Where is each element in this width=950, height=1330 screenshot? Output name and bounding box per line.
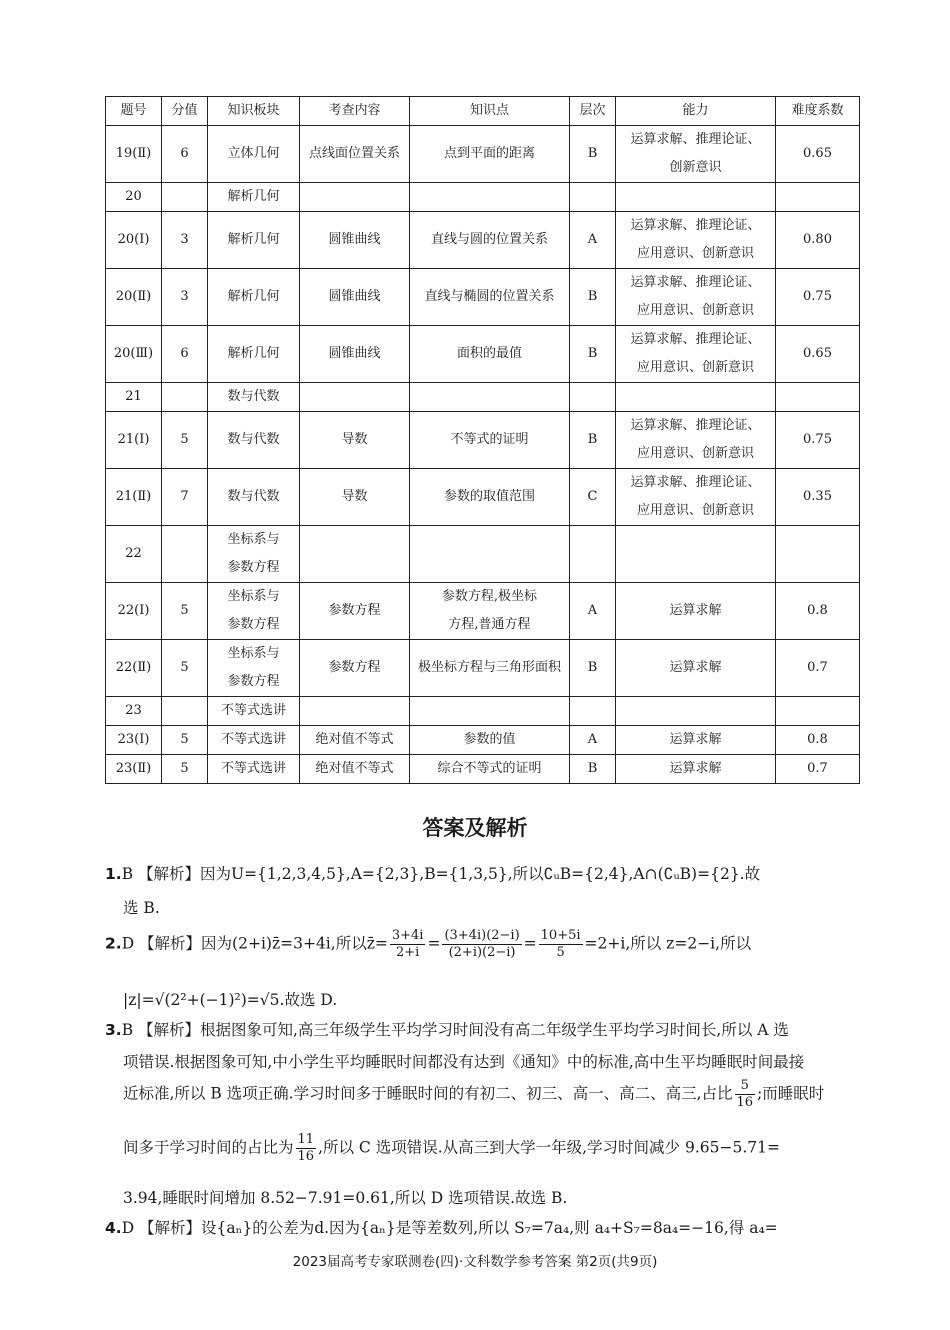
table-cell-level: B	[570, 755, 616, 784]
table-cell-diff: 0.65	[776, 326, 860, 383]
cell-line: 坐标系与	[227, 532, 280, 547]
table-row	[106, 583, 860, 640]
cell-line: 不等式选讲	[220, 732, 286, 747]
table-cell-point	[410, 755, 570, 784]
table-cell-point	[410, 326, 570, 383]
table-cell-block	[208, 126, 300, 183]
column-header: 分值	[162, 97, 208, 126]
question-number: 4.	[105, 1219, 122, 1237]
table-cell-score: 6	[162, 126, 208, 183]
table-cell-level: B	[570, 640, 616, 697]
question-number: 2.	[105, 934, 122, 953]
cell-line: 应用意识、创新意识	[636, 446, 754, 461]
cell-line: 坐标系与	[227, 646, 280, 661]
cell-line: 运算求解、推理论证、	[630, 275, 761, 290]
table-cell-content	[300, 126, 410, 183]
cell-line: 导数	[341, 489, 368, 504]
table-cell-content	[300, 469, 410, 526]
table-cell-level	[570, 183, 616, 212]
answer-line: 项错误.根据图象可知,中小学生平均睡眠时间都没有达到《通知》中的标准,高中生平均睡眠时间最接	[123, 1053, 805, 1071]
cell-line: 不等式的证明	[450, 432, 529, 447]
answer-line: 间多于学习时间的占比为	[123, 1138, 294, 1157]
fraction: $\frac{11}{16}$	[297, 1132, 315, 1164]
cell-line: 圆锥曲线	[328, 232, 381, 247]
answer-line: 3.94,睡眠时间增加 8.52−7.91=0.61,所以 D 选项错误.故选 B.	[123, 1189, 568, 1207]
table-row	[106, 326, 860, 383]
table-cell-score: 6	[162, 326, 208, 383]
table-cell-content	[300, 212, 410, 269]
table-cell-score: 7	[162, 469, 208, 526]
table-cell-no: 22	[106, 526, 162, 583]
table-cell-ability	[616, 755, 776, 784]
table-cell-score: 5	[162, 640, 208, 697]
table-cell-point	[410, 412, 570, 469]
table-cell-ability	[616, 583, 776, 640]
table-cell-block	[208, 212, 300, 269]
table-cell-no: 23(Ⅱ)	[106, 755, 162, 784]
cell-line: 运算求解、推理论证、	[630, 132, 761, 147]
cell-line: 应用意识、创新意识	[636, 503, 754, 518]
section-title: 答案及解析	[422, 816, 528, 840]
table-row	[106, 183, 860, 212]
table-cell-diff: 0.35	[776, 469, 860, 526]
table-row	[106, 383, 860, 412]
table-cell-diff: 0.8	[776, 583, 860, 640]
table-cell-point	[410, 183, 570, 212]
table-cell-content	[300, 269, 410, 326]
table-cell-block	[208, 726, 300, 755]
cell-line: 参数方程	[227, 674, 280, 689]
cell-line: 参数方程	[227, 617, 280, 632]
table-cell-no: 20(Ⅱ)	[106, 269, 162, 326]
table-cell-diff: 0.75	[776, 412, 860, 469]
table-cell-score: 5	[162, 412, 208, 469]
cell-line: 点到平面的距离	[443, 146, 535, 161]
table-cell-ability	[616, 212, 776, 269]
table-header-row	[106, 97, 860, 126]
column-header: 难度系数	[776, 97, 860, 126]
table-cell-no: 22(Ⅰ)	[106, 583, 162, 640]
table-cell-ability	[616, 526, 776, 583]
table-cell-block	[208, 640, 300, 697]
table-row	[106, 697, 860, 726]
answer-line: D 【解析】设{aₙ}的公差为d.因为{aₙ}是等差数列,所以 S₇=7a₄,则 a₄+S₇=8a₄=−16,得 a₄=	[121, 1219, 778, 1237]
table-cell-block	[208, 412, 300, 469]
table-cell-block	[208, 269, 300, 326]
table-cell-point	[410, 212, 570, 269]
table-cell-score: 5	[162, 726, 208, 755]
cell-line: 圆锥曲线	[328, 289, 381, 304]
cell-line: 直线与圆的位置关系	[430, 232, 548, 247]
cell-line: 解析几何	[227, 232, 280, 247]
cell-line: 方程,普通方程	[448, 617, 531, 632]
table-cell-level: B	[570, 412, 616, 469]
table-cell-point	[410, 269, 570, 326]
cell-line: 数与代数	[227, 432, 280, 447]
cell-line: 运算求解	[669, 603, 722, 618]
page-footer: 2023届高考专家联测卷(四)·文科数学参考答案 第2页(共9页)	[292, 1254, 658, 1270]
table-cell-diff	[776, 697, 860, 726]
answer-line: B 【解析】因为U={1,2,3,4,5},A={2,3},B={1,3,5},所以∁ᵤB={2,4},A∩(∁ᵤB)={2}.故	[121, 865, 761, 883]
cell-line: 点线面位置关系	[308, 146, 400, 161]
cell-line: 直线与椭圆的位置关系	[424, 289, 555, 304]
cell-line: 创新意识	[669, 160, 722, 175]
table-cell-level: C	[570, 469, 616, 526]
table-cell-level: B	[570, 326, 616, 383]
cell-line: 参数方程	[328, 660, 381, 675]
cell-line: 运算求解、推理论证、	[630, 218, 761, 233]
answer-line: ;而睡眠时	[757, 1084, 825, 1103]
cell-line: 解析几何	[227, 289, 280, 304]
table-row	[106, 269, 860, 326]
column-header: 题号	[106, 97, 162, 126]
table-cell-no: 23(Ⅰ)	[106, 726, 162, 755]
table-body	[106, 126, 860, 784]
table-cell-score: 3	[162, 212, 208, 269]
cell-line: 参数的取值范围	[443, 489, 535, 504]
table-cell-block	[208, 469, 300, 526]
cell-line: 不等式选讲	[220, 761, 286, 776]
table-cell-level: B	[570, 126, 616, 183]
cell-line: 参数的值	[463, 732, 516, 747]
fraction: $\frac{5}{16}$	[736, 1078, 754, 1110]
table-cell-level	[570, 526, 616, 583]
answer-line: 选 B.	[123, 899, 160, 917]
table-cell-ability	[616, 640, 776, 697]
cell-line: 导数	[341, 432, 368, 447]
table-cell-level: A	[570, 583, 616, 640]
table-cell-point	[410, 526, 570, 583]
question-number: 1.	[105, 865, 122, 883]
table-row	[106, 755, 860, 784]
fraction: $\frac{3+4i}{2+i}$	[391, 928, 424, 960]
table-cell-level: A	[570, 726, 616, 755]
table-cell-score: 5	[162, 755, 208, 784]
table-cell-diff	[776, 383, 860, 412]
table-cell-no: 20	[106, 183, 162, 212]
cell-line: 解析几何	[227, 189, 280, 204]
table-cell-content	[300, 755, 410, 784]
cell-line: 应用意识、创新意识	[636, 246, 754, 261]
answer-line: 近标准,所以 B 选项正确.学习时间多于睡眠时间的有初二、初三、高一、高二、高三,占比	[123, 1084, 733, 1103]
table-cell-ability	[616, 412, 776, 469]
cell-line: 坐标系与	[227, 589, 280, 604]
cell-line: 参数方程,极坐标	[441, 589, 538, 604]
cell-line: 运算求解	[669, 660, 722, 675]
cell-line: 立体几何	[227, 146, 280, 161]
table-cell-point	[410, 697, 570, 726]
table-cell-score	[162, 183, 208, 212]
table-cell-block	[208, 183, 300, 212]
question-number: 3.	[105, 1021, 122, 1039]
table-cell-ability	[616, 697, 776, 726]
table-cell-block	[208, 383, 300, 412]
table-cell-ability	[616, 726, 776, 755]
table-cell-content	[300, 183, 410, 212]
table-cell-block	[208, 583, 300, 640]
table-cell-point	[410, 469, 570, 526]
table-cell-ability	[616, 469, 776, 526]
column-header: 考查内容	[300, 97, 410, 126]
table-cell-ability	[616, 326, 776, 383]
cell-line: 数与代数	[227, 389, 280, 404]
table-cell-diff: 0.75	[776, 269, 860, 326]
table-cell-content	[300, 640, 410, 697]
table-cell-content	[300, 726, 410, 755]
column-header: 知识板块	[208, 97, 300, 126]
table-cell-no: 21(Ⅰ)	[106, 412, 162, 469]
table-cell-level	[570, 697, 616, 726]
table-cell-diff: 0.8	[776, 726, 860, 755]
table-cell-content	[300, 526, 410, 583]
table-cell-no: 22(Ⅱ)	[106, 640, 162, 697]
table-cell-diff: 0.7	[776, 755, 860, 784]
cell-line: 运算求解	[669, 732, 722, 747]
table-row	[106, 726, 860, 755]
cell-line: 运算求解、推理论证、	[630, 475, 761, 490]
cell-line: 参数方程	[227, 560, 280, 575]
table-cell-point	[410, 583, 570, 640]
table-row	[106, 640, 860, 697]
fraction: $\frac{(3+4i)(2-i)}{(2+i)(2-i)}$	[444, 928, 520, 960]
table-cell-block	[208, 526, 300, 583]
table-cell-score: 3	[162, 269, 208, 326]
table-cell-content	[300, 412, 410, 469]
cell-line: 综合不等式的证明	[437, 761, 542, 776]
answer-line: =2+i,所以 z=2−i,所以	[584, 934, 752, 953]
cell-line: 参数方程	[328, 603, 381, 618]
table-cell-no: 19(Ⅱ)	[106, 126, 162, 183]
cell-line: 不等式选讲	[220, 703, 286, 718]
table-cell-diff: 0.80	[776, 212, 860, 269]
table-row	[106, 412, 860, 469]
table-row	[106, 469, 860, 526]
table-cell-content	[300, 583, 410, 640]
table-cell-no: 20(Ⅲ)	[106, 326, 162, 383]
table-cell-ability	[616, 126, 776, 183]
table-cell-content	[300, 383, 410, 412]
table-cell-point	[410, 640, 570, 697]
table-row	[106, 212, 860, 269]
table-cell-diff	[776, 183, 860, 212]
cell-line: 运算求解	[669, 761, 722, 776]
table-cell-no: 21	[106, 383, 162, 412]
table-row	[106, 126, 860, 183]
cell-line: 应用意识、创新意识	[636, 303, 754, 318]
cell-line: 解析几何	[227, 346, 280, 361]
table-row	[106, 526, 860, 583]
cell-line: 圆锥曲线	[328, 346, 381, 361]
table-cell-point	[410, 126, 570, 183]
cell-line: 极坐标方程与三角形面积	[417, 660, 561, 675]
cell-line: 运算求解、推理论证、	[630, 418, 761, 433]
table-cell-block	[208, 326, 300, 383]
table-cell-point	[410, 726, 570, 755]
table-cell-block	[208, 755, 300, 784]
cell-line: 数与代数	[227, 489, 280, 504]
knowledge-table	[105, 96, 860, 784]
table-cell-level: A	[570, 212, 616, 269]
column-header: 层次	[570, 97, 616, 126]
cell-line: 绝对值不等式	[315, 761, 394, 776]
table-cell-diff	[776, 526, 860, 583]
answer-line: ,所以 C 选项错误.从高三到大学一年级,学习时间减少 9.65−5.71=	[318, 1138, 780, 1157]
table-cell-score	[162, 697, 208, 726]
table-cell-block	[208, 697, 300, 726]
table-cell-content	[300, 697, 410, 726]
answer-line: B 【解析】根据图象可知,高三年级学生平均学习时间没有高二年级学生平均学习时间长,所以 A 选	[121, 1021, 789, 1039]
table-cell-level	[570, 383, 616, 412]
table-cell-diff: 0.7	[776, 640, 860, 697]
table-cell-point	[410, 383, 570, 412]
cell-line: 面积的最值	[456, 346, 522, 361]
table-cell-diff: 0.65	[776, 126, 860, 183]
answer-line: |z|=√(2²+(−1)²)=√5.故选 D.	[123, 991, 338, 1009]
column-header: 知识点	[410, 97, 570, 126]
answer-line: D 【解析】因为(2+i)z̄=3+4i,所以z̄=	[121, 934, 388, 953]
table-cell-no: 20(Ⅰ)	[106, 212, 162, 269]
table-cell-ability	[616, 383, 776, 412]
column-header: 能力	[616, 97, 776, 126]
cell-line: 运算求解、推理论证、	[630, 332, 761, 347]
table-cell-ability	[616, 183, 776, 212]
table-cell-no: 21(Ⅱ)	[106, 469, 162, 526]
table-cell-content	[300, 326, 410, 383]
table-cell-score	[162, 526, 208, 583]
table-cell-no: 23	[106, 697, 162, 726]
table-cell-score	[162, 383, 208, 412]
cell-line: 应用意识、创新意识	[636, 360, 754, 375]
table-cell-level: B	[570, 269, 616, 326]
cell-line: 绝对值不等式	[315, 732, 394, 747]
table-cell-ability	[616, 269, 776, 326]
table-cell-score: 5	[162, 583, 208, 640]
fraction: $\frac{10+5i}{5}$	[540, 928, 581, 960]
